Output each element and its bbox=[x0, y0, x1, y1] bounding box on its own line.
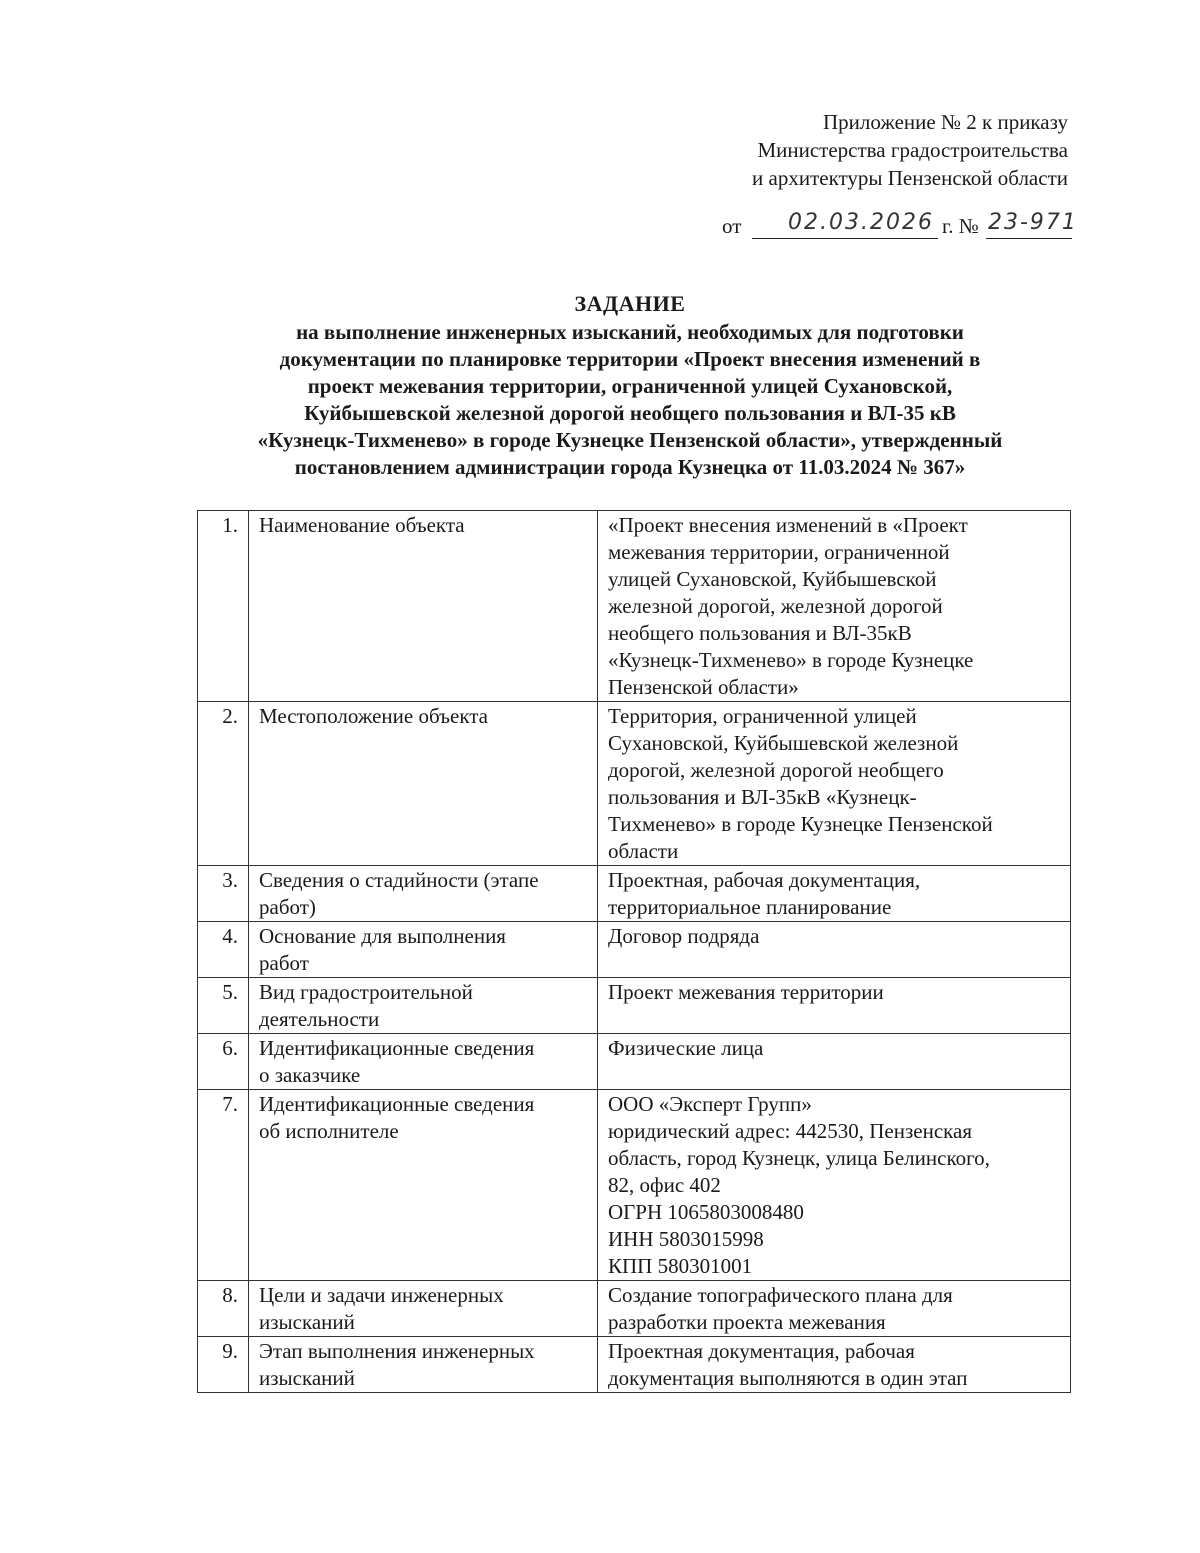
value-line: необщего пользования и ВЛ-35кВ bbox=[608, 621, 912, 645]
table-row bbox=[198, 1034, 1071, 1090]
parameter-line: Наименование объекта bbox=[259, 513, 465, 537]
value-line: юридический адрес: 442530, Пензенская bbox=[608, 1119, 973, 1143]
value-line: 82, офис 402 bbox=[608, 1173, 721, 1197]
value-line: Проектная документация, рабочая bbox=[608, 1339, 915, 1363]
row-value bbox=[598, 1337, 1071, 1393]
title-line: «Кузнецк-Тихменево» в городе Кузнецке Пензенской области», утвержденный bbox=[257, 428, 1003, 452]
row-parameter bbox=[249, 1034, 598, 1090]
appendix-line: Министерства градостроительства bbox=[757, 138, 1068, 162]
table-row bbox=[198, 702, 1071, 866]
row-value bbox=[598, 511, 1071, 702]
value-line: Тихменево» в городе Кузнецке Пензенской bbox=[608, 812, 993, 836]
order-line bbox=[722, 208, 1078, 240]
order-number-label: г. № bbox=[942, 214, 979, 238]
parameter-line: изысканий bbox=[259, 1310, 355, 1334]
value-line: документация выполняются в один этап bbox=[608, 1366, 968, 1390]
parameter-line: изысканий bbox=[259, 1366, 355, 1390]
appendix-line: и архитектуры Пензенской области bbox=[752, 166, 1068, 190]
row-parameter bbox=[249, 511, 598, 702]
title-line: Куйбышевской железной дорогой необщего пользования и ВЛ-35 кВ bbox=[304, 401, 956, 425]
parameter-line: о заказчике bbox=[259, 1063, 361, 1087]
title-main: ЗАДАНИЕ bbox=[574, 291, 686, 316]
parameter-line: Основание для выполнения bbox=[259, 924, 506, 948]
value-line: территориальное планирование bbox=[608, 895, 892, 919]
value-line: Территория, ограниченной улицей bbox=[608, 704, 917, 728]
date-underline bbox=[752, 238, 938, 239]
row-value bbox=[598, 1034, 1071, 1090]
title-line: на выполнение инженерных изысканий, необходимых для подготовки bbox=[296, 320, 964, 344]
row-parameter bbox=[249, 1337, 598, 1393]
parameter-line: Сведения о стадийности (этапе bbox=[259, 868, 539, 892]
value-line: «Проект внесения изменений в «Проект bbox=[608, 513, 968, 537]
value-line: Пензенской области» bbox=[608, 675, 799, 699]
value-line: железной дорогой, железной дорогой bbox=[608, 594, 943, 618]
parameter-line: Идентификационные сведения bbox=[259, 1036, 535, 1060]
number-underline bbox=[986, 238, 1072, 239]
row-parameter bbox=[249, 866, 598, 922]
row-parameter bbox=[249, 1281, 598, 1337]
appendix-header bbox=[752, 108, 1068, 192]
value-line: Сухановской, Куйбышевской железной bbox=[608, 731, 959, 755]
parameter-line: Идентификационные сведения bbox=[259, 1092, 535, 1116]
row-number: 1. bbox=[198, 511, 249, 702]
value-line: ИНН 5803015998 bbox=[608, 1227, 764, 1251]
value-line: область, город Кузнецк, улица Белинского, bbox=[608, 1146, 990, 1170]
title-line: документации по планировке территории «Проект внесения изменений в bbox=[279, 347, 981, 371]
value-line: «Кузнецк-Тихменево» в городе Кузнецке bbox=[608, 648, 974, 672]
title-line: постановлением администрации города Кузнецка от 11.03.2024 № 367» bbox=[294, 455, 966, 479]
table-row bbox=[198, 1337, 1071, 1393]
parameter-line: работ) bbox=[259, 895, 316, 919]
row-value bbox=[598, 1090, 1071, 1281]
row-number: 6. bbox=[198, 1034, 249, 1090]
table-row bbox=[198, 922, 1071, 978]
value-line: дорогой, железной дорогой необщего bbox=[608, 758, 944, 782]
row-number: 3. bbox=[198, 866, 249, 922]
value-line: КПП 580301001 bbox=[608, 1254, 753, 1278]
row-number: 4. bbox=[198, 922, 249, 978]
row-number: 2. bbox=[198, 702, 249, 866]
table-row bbox=[198, 866, 1071, 922]
task-table bbox=[197, 510, 1071, 1393]
order-number: 23-971 bbox=[988, 210, 1078, 235]
value-line: Проектная, рабочая документация, bbox=[608, 868, 921, 892]
document-title bbox=[190, 290, 1070, 481]
value-line: области bbox=[608, 839, 679, 863]
value-line: пользования и ВЛ-35кВ «Кузнецк- bbox=[608, 785, 917, 809]
row-number: 8. bbox=[198, 1281, 249, 1337]
row-number: 9. bbox=[198, 1337, 249, 1393]
value-line: разработки проекта межевания bbox=[608, 1310, 886, 1334]
row-parameter bbox=[249, 1090, 598, 1281]
parameter-line: Местоположение объекта bbox=[259, 704, 489, 728]
parameter-line: Этап выполнения инженерных bbox=[259, 1339, 535, 1363]
parameter-line: работ bbox=[259, 951, 309, 975]
title-line: проект межевания территории, ограниченной улицей Сухановской, bbox=[307, 374, 953, 398]
row-number: 5. bbox=[198, 978, 249, 1034]
value-line: Создание топографического плана для bbox=[608, 1283, 953, 1307]
parameter-line: Вид градостроительной bbox=[259, 980, 473, 1004]
table-row bbox=[198, 511, 1071, 702]
row-parameter bbox=[249, 702, 598, 866]
row-value bbox=[598, 866, 1071, 922]
parameter-line: Цели и задачи инженерных bbox=[259, 1283, 504, 1307]
order-prefix: от bbox=[722, 214, 742, 238]
table-row bbox=[198, 1090, 1071, 1281]
row-number: 7. bbox=[198, 1090, 249, 1281]
value-line: межевания территории, ограниченной bbox=[608, 540, 950, 564]
row-value bbox=[598, 702, 1071, 866]
parameter-line: деятельности bbox=[259, 1007, 380, 1031]
value-line: Физические лица bbox=[608, 1036, 764, 1060]
table-row bbox=[198, 978, 1071, 1034]
table-row bbox=[198, 1281, 1071, 1337]
row-value bbox=[598, 1281, 1071, 1337]
parameter-line: об исполнителе bbox=[259, 1119, 399, 1143]
appendix-line: Приложение № 2 к приказу bbox=[823, 110, 1068, 134]
row-parameter bbox=[249, 922, 598, 978]
row-value bbox=[598, 978, 1071, 1034]
value-line: Договор подряда bbox=[608, 924, 760, 948]
value-line: Проект межевания территории bbox=[608, 980, 884, 1004]
value-line: улицей Сухановской, Куйбышевской bbox=[608, 567, 937, 591]
value-line: ОГРН 1065803008480 bbox=[608, 1200, 804, 1224]
order-date: 02.03.2026 bbox=[788, 210, 934, 235]
row-parameter bbox=[249, 978, 598, 1034]
row-value bbox=[598, 922, 1071, 978]
value-line: ООО «Эксперт Групп» bbox=[608, 1092, 812, 1116]
